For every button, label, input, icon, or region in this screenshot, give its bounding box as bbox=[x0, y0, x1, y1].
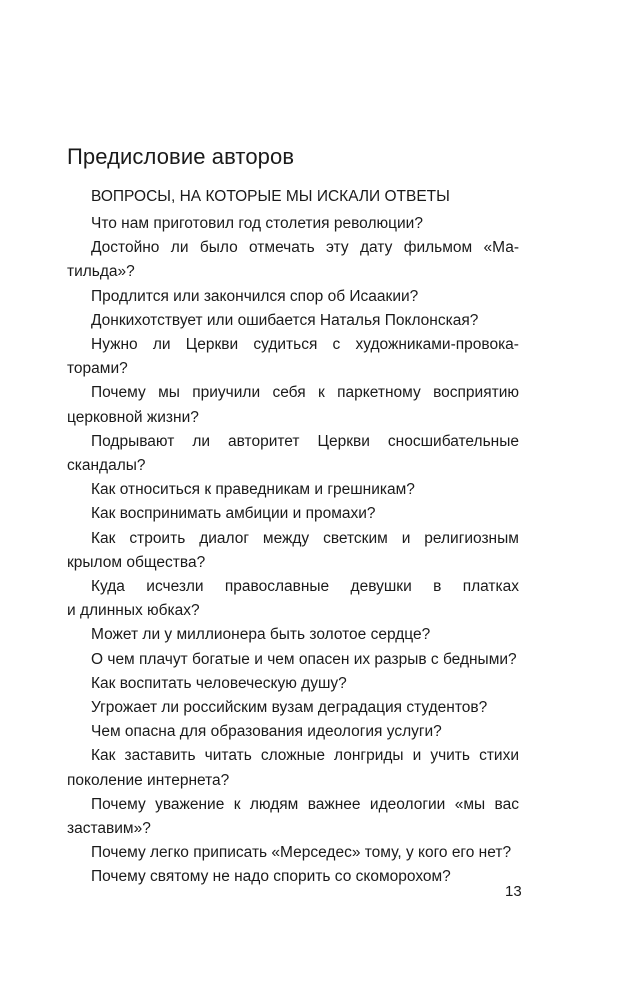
question-line-continuation: церковной жизни? bbox=[67, 408, 199, 426]
question-line-continuation: и длинных юбках? bbox=[67, 602, 200, 620]
question-item bbox=[67, 623, 519, 647]
question-line: Как воспринимать амбиции и промахи? bbox=[91, 505, 376, 523]
question-line: Чем опасна для образования идеология услуги? bbox=[91, 723, 442, 741]
question-line: Донкихотствует или ошибается Наталья Поклонская? bbox=[91, 311, 479, 329]
question-line-continuation: крылом общества? bbox=[67, 553, 206, 571]
question-item bbox=[67, 285, 519, 309]
question-item bbox=[67, 381, 519, 429]
question-item bbox=[67, 333, 519, 381]
question-line: Достойно ли было отмечать эту дату фильмом «Ма- bbox=[91, 239, 519, 257]
question-line: Что нам приготовил год столетия революции? bbox=[91, 215, 423, 232]
question-item bbox=[67, 865, 519, 889]
section-subheading: ВОПРОСЫ, НА КОТОРЫЕ МЫ ИСКАЛИ ОТВЕТЫ bbox=[91, 188, 450, 205]
question-item bbox=[67, 720, 519, 744]
question-line: Угрожает ли российским вузам деградация студентов? bbox=[91, 699, 488, 717]
question-line: Почему уважение к людям важнее идеологии «мы вас bbox=[91, 795, 519, 813]
question-line: О чем плачут богатые и чем опасен их разрыв с бедными? bbox=[91, 650, 517, 668]
question-line: Как строить диалог между светским и религиозным bbox=[91, 529, 519, 547]
question-line: Подрывают ли авторитет Церкви сносшибательные bbox=[91, 432, 519, 450]
page-title: Предисловие авторов bbox=[67, 144, 295, 169]
question-item bbox=[67, 212, 519, 236]
question-item bbox=[67, 672, 519, 696]
question-line: Нужно ли Церкви судиться с художниками-провока- bbox=[91, 336, 519, 354]
question-item bbox=[67, 527, 519, 575]
question-item bbox=[67, 478, 519, 502]
question-line: Как относиться к праведникам и грешникам? bbox=[91, 481, 415, 499]
question-item bbox=[67, 502, 519, 526]
question-line-continuation: торами? bbox=[67, 360, 128, 378]
question-line: Продлится или закончился спор об Исаакии? bbox=[91, 287, 419, 305]
question-line: Может ли у миллионера быть золотое сердце? bbox=[91, 626, 431, 644]
question-line: Как заставить читать сложные лонгриды и учить стихи bbox=[91, 747, 519, 765]
question-line: Куда исчезли православные девушки в платках bbox=[91, 578, 519, 596]
question-item bbox=[67, 744, 519, 792]
question-item bbox=[67, 236, 519, 284]
question-line-continuation: скандалы? bbox=[67, 457, 146, 475]
question-item bbox=[67, 696, 519, 720]
question-line: Почему мы приучили себя к паркетному восприятию bbox=[91, 384, 519, 402]
question-item bbox=[67, 575, 519, 623]
page-number: 13 bbox=[505, 883, 522, 900]
question-line: Почему легко приписать «Мерседес» тому, у кого его нет? bbox=[91, 844, 512, 862]
question-item bbox=[67, 309, 519, 333]
question-line-continuation: поколение интернета? bbox=[67, 771, 230, 789]
question-line-continuation: заставим»? bbox=[67, 820, 151, 838]
question-item bbox=[67, 648, 519, 672]
question-line-continuation: тильда»? bbox=[67, 263, 135, 281]
question-item bbox=[67, 841, 519, 865]
question-item bbox=[67, 430, 519, 478]
question-line: Почему святому не надо спорить со скоморохом? bbox=[91, 868, 451, 886]
question-item bbox=[67, 793, 519, 841]
question-line: Как воспитать человеческую душу? bbox=[91, 674, 347, 692]
questions-list bbox=[67, 212, 519, 890]
